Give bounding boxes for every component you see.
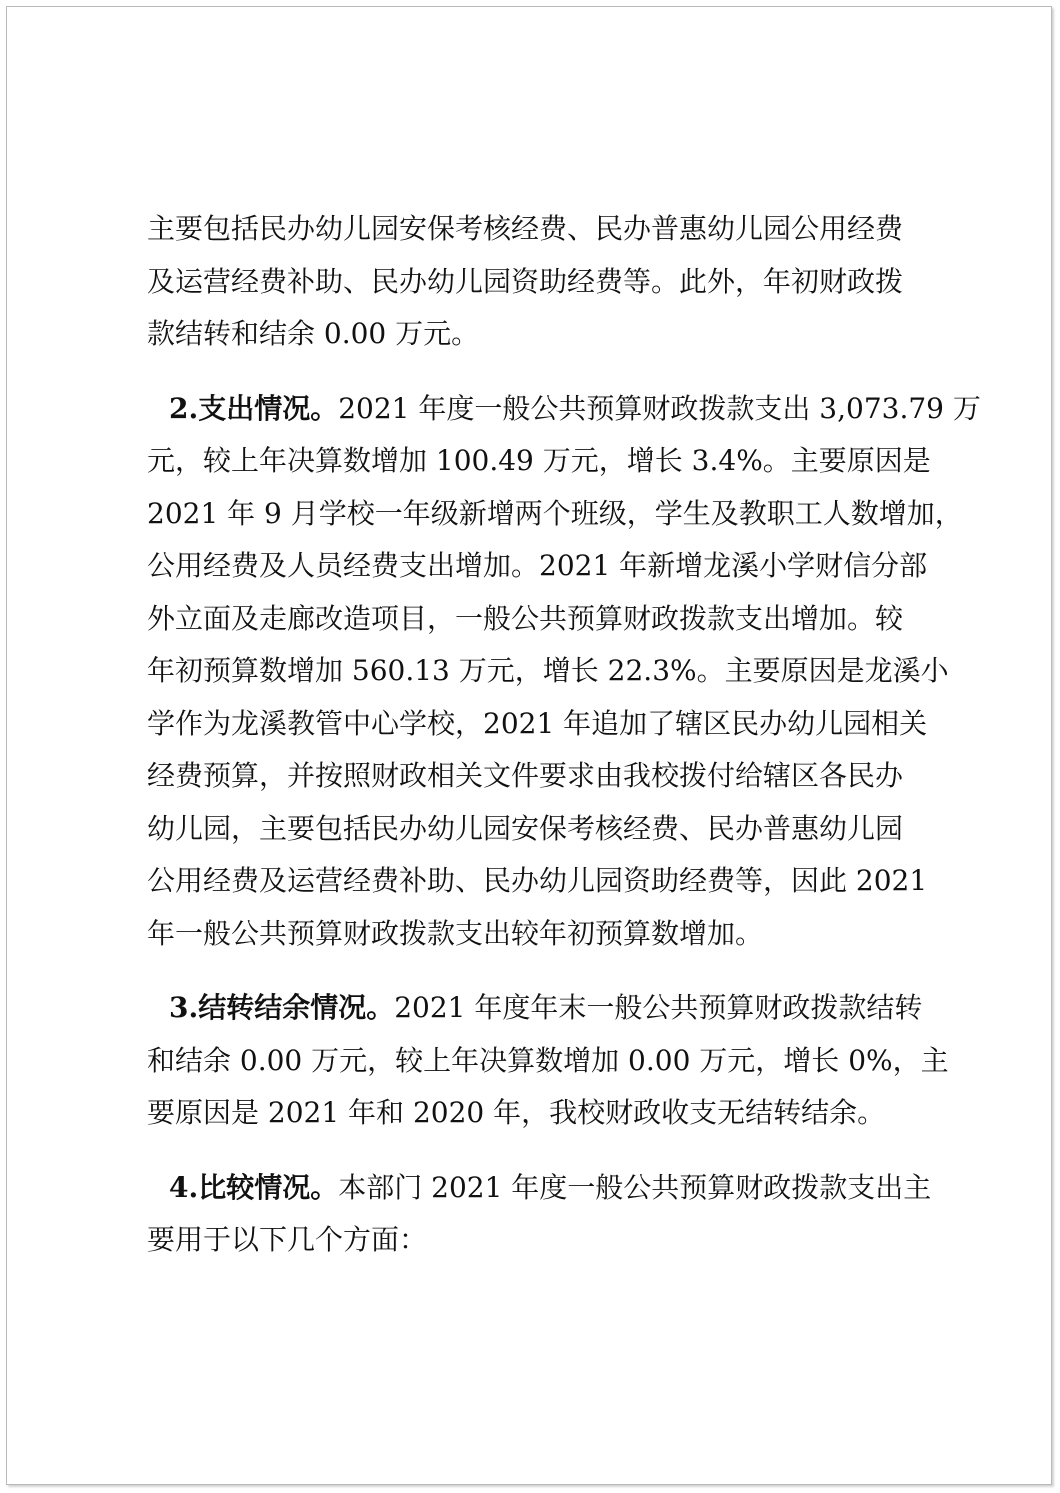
- text-line: 外立面及走廊改造项目，一般公共预算财政拨款支出增加。较: [147, 601, 904, 635]
- paragraph-carryover: [147, 982, 949, 1140]
- text-line: 和结余 0.00 万元，较上年决算数增加 0.00 万元，增长 0%，主: [147, 1043, 949, 1077]
- text-line: 幼儿园，主要包括民办幼儿园安保考核经费、民办普惠幼儿园: [147, 811, 904, 845]
- text-line: 经费预算，并按照财政相关文件要求由我校拨付给辖区各民办: [147, 759, 904, 792]
- text-segment: 2021 年度一般公共预算财政拨款支出 3,073.79 万: [338, 391, 981, 425]
- text-line: 公用经费及人员经费支出增加。2021 年新增龙溪小学财信分部: [147, 549, 928, 582]
- text-line: 元，较上年决算数增加 100.49 万元，增长 3.4%。主要原因是: [147, 444, 931, 477]
- paragraph-income-continued: [147, 203, 917, 361]
- section-heading-expenditure: 2.支出情况。: [169, 391, 339, 425]
- text-line: 2021 年 9 月学校一年级新增两个班级，学生及教职工人数增加，: [147, 496, 963, 530]
- text-line: 要原因是 2021 年和 2020 年，我校财政收支无结转结余。: [147, 1096, 886, 1129]
- paragraph-expenditure: [147, 383, 981, 961]
- text-line: [147, 982, 923, 1035]
- text-line: 年初预算数增加 560.13 万元，增长 22.3%。主要原因是龙溪小: [147, 654, 949, 687]
- section-heading-carryover: 3.结转结余情况。: [169, 991, 395, 1024]
- text-line: 公用经费及运营经费补助、民办幼儿园资助经费等，因此 2021: [147, 864, 928, 897]
- text-segment: 本部门 2021 年度一般公共预算财政拨款支出主: [338, 1170, 932, 1204]
- text-line: 年一般公共预算财政拨款支出较年初预算数增加。: [147, 916, 764, 950]
- text-line: 及运营经费补助、民办幼儿园资助经费等。此外，年初财政拨: [147, 264, 904, 298]
- text-line: 要用于以下几个方面：: [147, 1223, 428, 1256]
- text-line: 主要包括民办幼儿园安保考核经费、民办普惠幼儿园公用经费: [147, 212, 904, 245]
- document-page: [6, 6, 1052, 1485]
- text-line: [147, 1162, 932, 1215]
- text-line: 学作为龙溪教管中心学校，2021 年追加了辖区民办幼儿园相关: [147, 706, 928, 740]
- section-heading-comparison: 4.比较情况。: [169, 1170, 339, 1204]
- paragraph-comparison: [147, 1162, 932, 1267]
- text-segment: 2021 年度年末一般公共预算财政拨款结转: [394, 991, 923, 1024]
- text-line: 款结转和结余 0.00 万元。: [147, 317, 480, 350]
- document-body: [147, 203, 981, 1267]
- text-line: [147, 383, 981, 436]
